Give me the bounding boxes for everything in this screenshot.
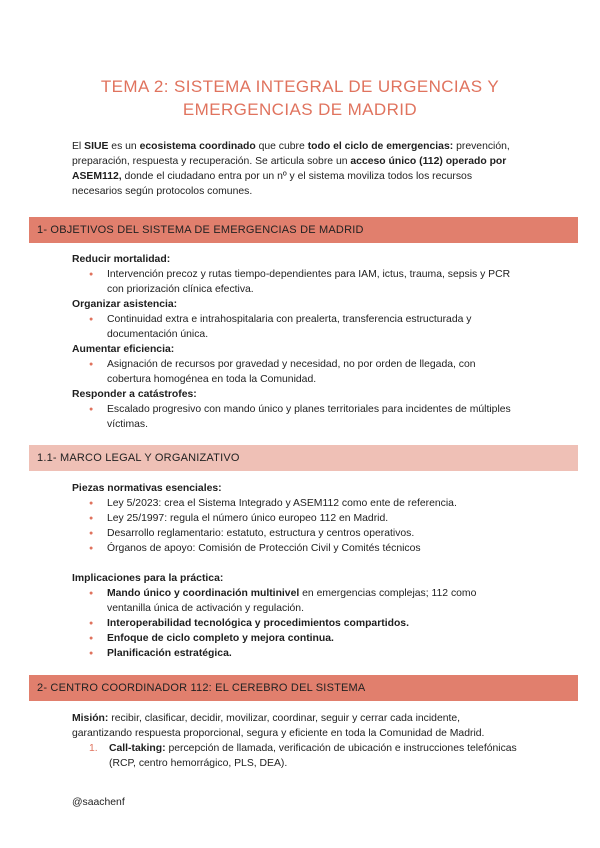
intro-bold: SIUE — [84, 141, 109, 152]
intro-text: que cubre — [255, 141, 308, 152]
implications-title: Implicaciones para la práctica: — [72, 573, 224, 584]
numbered-item — [72, 741, 517, 771]
group-title: Aumentar eficiencia: — [72, 344, 175, 355]
section-1-body — [72, 252, 522, 432]
list-item: ● Ley 25/1997: regula el número único europeo 112 en Madrid. — [72, 511, 522, 526]
list-item: ● Asignación de recursos por gravedad y necesidad, no por orden de llegada, con cobertura homogénea en toda la Comunidad. — [72, 357, 522, 387]
list-item: ● Desarrollo reglamentario: estatuto, estructura y centros operativos. — [72, 526, 522, 541]
list-item: ● Órganos de apoyo: Comisión de Protección Civil y Comités técnicos — [72, 541, 522, 556]
section-1-1-heading: 1.1- MARCO LEGAL Y ORGANIZATIVO — [29, 445, 578, 471]
item-bold: Planificación estratégica. — [107, 648, 232, 659]
mission-paragraph — [72, 711, 517, 741]
list-item — [72, 616, 522, 631]
intro-text: El — [72, 141, 85, 152]
list-item: ● Intervención precoz y rutas tiempo-dependientes para IAM, ictus, trauma, sepsis y PCR con priorización clínica efectiva. — [72, 267, 522, 297]
section-2-body — [72, 711, 517, 771]
list-item: ● Escalado progresivo con mando único y planes territoriales para incidentes de múltiples víctimas. — [72, 402, 522, 432]
title-line-2: EMERGENCIAS DE MADRID — [182, 100, 418, 119]
list-item — [72, 586, 522, 616]
group-title: Organizar asistencia: — [72, 299, 178, 310]
mission-label: Misión: — [72, 713, 109, 724]
item-bold: Mando único y coordinación multinivel — [107, 588, 300, 599]
intro-text: prevención, preparación, respuesta y recuperación. Se articula sobre un — [72, 141, 510, 167]
section-1-1-body — [72, 481, 522, 661]
page-title — [0, 75, 600, 121]
list-item — [72, 631, 522, 646]
title-line-1: TEMA 2: SISTEMA INTEGRAL DE URGENCIAS Y — [100, 77, 500, 96]
intro-text: es un — [108, 141, 140, 152]
section-1-heading: 1- OBJETIVOS DEL SISTEMA DE EMERGENCIAS DE MADRID — [29, 217, 578, 243]
group-title: Reducir mortalidad: — [72, 254, 171, 265]
section-2-heading: 2- CENTRO COORDINADOR 112: EL CEREBRO DEL SISTEMA — [29, 675, 578, 701]
list-item: ● Continuidad extra e intrahospitalaria con prealerta, transferencia estructurada y documentación única. — [72, 312, 522, 342]
list-item — [72, 646, 522, 661]
intro-paragraph — [72, 139, 512, 199]
group-title: Responder a catástrofes: — [72, 389, 197, 400]
mission-text: recibir, clasificar, decidir, movilizar, coordinar, seguir y cerrar cada incidente, garantizando respuesta proporcional, segura y eficiente en toda la Comunidad de Madrid. — [72, 713, 485, 739]
item-bold: Enfoque de ciclo completo y mejora continua. — [107, 633, 334, 644]
list-item: ● Ley 5/2023: crea el Sistema Integrado y ASEM112 como ente de referencia. — [72, 496, 522, 511]
author-handle: @saachenf — [72, 797, 125, 808]
item-text: percepción de llamada, verificación de ubicación e instrucciones telefónicas (RCP, centro hemorrágico, PLS, DEA). — [109, 743, 517, 769]
pieces-title: Piezas normativas esenciales: — [72, 483, 222, 494]
item-number: 1. — [89, 743, 98, 754]
item-text: en emergencias complejas; 112 como ventanilla única de activación y regulación. — [107, 588, 477, 614]
intro-bold: ecosistema coordinado — [139, 141, 256, 152]
intro-bold: acceso único (112) operado por ASEM112, — [72, 156, 507, 182]
item-bold: Interoperabilidad tecnológica y procedimientos compartidos. — [107, 618, 409, 629]
intro-text: donde el ciudadano entra por un nº y el sistema moviliza todos los recursos necesarios según protocolos comunes. — [72, 171, 473, 197]
item-bold: Call-taking: — [109, 743, 166, 754]
intro-bold: todo el ciclo de emergencias: — [307, 141, 454, 152]
